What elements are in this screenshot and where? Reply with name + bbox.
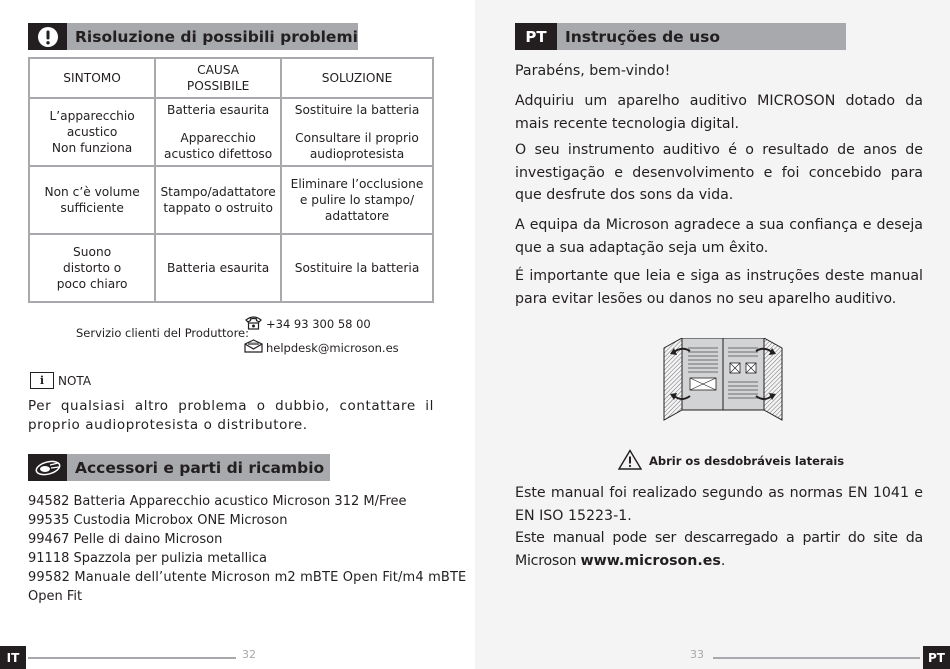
solution-text: Sostituire la batteria bbox=[294, 103, 420, 117]
troubleshooting-title: Risoluzione di possibili problemi bbox=[75, 27, 358, 46]
header-solution: SOLUZIONE bbox=[281, 58, 433, 98]
solution-text: Consultare il proprio audioprotesista bbox=[295, 131, 419, 161]
cause-cell: Stampo/adattatore tappato o ostruito bbox=[155, 166, 281, 234]
right-page bbox=[475, 0, 950, 669]
solution-cell: Sostituire la batteria bbox=[281, 234, 433, 302]
table-row bbox=[29, 98, 433, 166]
language-badge: IT bbox=[0, 646, 26, 669]
warning-notice bbox=[618, 449, 844, 473]
troubleshooting-table bbox=[28, 57, 434, 303]
accessories-icon bbox=[28, 454, 67, 481]
language-badge: PT bbox=[515, 23, 557, 50]
cause-text: Batteria esaurita bbox=[166, 103, 270, 117]
language-badge: PT bbox=[923, 646, 950, 669]
nota-label: NOTA bbox=[58, 373, 92, 388]
phone-number: +34 93 300 58 00 bbox=[266, 317, 371, 331]
list-item: 91118 Spazzola per pulizia metallica bbox=[28, 551, 267, 566]
list-item: 99582 Manuale dell’utente Microson m2 mBTE Open Fit/m4 mBTE bbox=[28, 570, 467, 585]
phone-icon bbox=[244, 315, 263, 333]
list-item: 94582 Batteria Apparecchio acustico Microson 312 M/Free bbox=[28, 494, 407, 509]
standards-paragraph: Este manual foi realizado segundo as normas EN 1041 e EN ISO 15223-1. bbox=[515, 485, 923, 524]
instructions-title: Instruções de uso bbox=[565, 27, 720, 46]
email-row bbox=[244, 339, 399, 356]
warning-triangle-icon bbox=[618, 449, 642, 473]
accessories-title: Accessori e parti di ricambio bbox=[75, 458, 325, 477]
table-header-row bbox=[29, 58, 433, 98]
contact-label: Servizio clienti del Produttore: bbox=[76, 326, 249, 340]
cause-cell bbox=[155, 98, 281, 166]
envelope-icon bbox=[244, 339, 263, 356]
page-number: 33 bbox=[690, 648, 704, 661]
solution-cell bbox=[281, 98, 433, 166]
cause-text: Apparecchio acustico difettoso bbox=[164, 131, 273, 161]
header-cause: CAUSA POSSIBILE bbox=[155, 58, 281, 98]
greeting: Parabéns, bem-vindo! bbox=[515, 63, 671, 79]
page-number: 32 bbox=[242, 648, 256, 661]
symptom-cell: L’apparecchio acustico Non funziona bbox=[29, 98, 155, 166]
instructions-header bbox=[515, 23, 846, 50]
symptom-cell: Suono distorto o poco chiaro bbox=[29, 234, 155, 302]
exclamation-icon bbox=[28, 23, 67, 50]
nota-heading bbox=[30, 372, 91, 389]
info-book-icon: i bbox=[30, 372, 54, 389]
footer-divider bbox=[713, 657, 920, 659]
download-paragraph bbox=[515, 527, 923, 572]
download-end: . bbox=[720, 552, 726, 569]
foldout-illustration bbox=[662, 338, 784, 426]
accessories-header bbox=[28, 454, 330, 481]
footer-divider bbox=[28, 657, 236, 659]
thanks-paragraph: A equipa da Microson agradece a sua confiança e deseja que a sua adaptação seja um êxito. bbox=[515, 217, 923, 256]
email-address: helpdesk@microson.es bbox=[266, 340, 399, 355]
table-row bbox=[29, 234, 433, 302]
list-item: 99535 Custodia Microbox ONE Microson bbox=[28, 513, 288, 528]
phone-row bbox=[244, 315, 371, 333]
table-row bbox=[29, 166, 433, 234]
troubleshooting-header bbox=[28, 23, 358, 50]
list-item: Open Fit bbox=[28, 589, 83, 604]
warning-text: Abrir os desdobráveis laterais bbox=[649, 454, 845, 468]
research-paragraph: O seu instrumento auditivo é o resultado de anos de investigação e desenvolvimento e foi concebido para que desfrute dos sons da vida. bbox=[515, 142, 923, 203]
website-link[interactable]: www.microson.es bbox=[580, 552, 721, 569]
header-symptom: SINTOMO bbox=[29, 58, 155, 98]
cause-cell: Batteria esaurita bbox=[155, 234, 281, 302]
symptom-cell: Non c’è volume sufficiente bbox=[29, 166, 155, 234]
list-item: 99467 Pelle di daino Microson bbox=[28, 532, 223, 547]
download-text: Este manual pode ser descarregado a partir do site da Microson bbox=[515, 530, 923, 569]
solution-cell: Eliminare l’occlusione e pulire lo stampo/ adattatore bbox=[281, 166, 433, 234]
important-paragraph: É importante que leia e siga as instruções deste manual para evitar lesões ou danos no seu aparelho auditivo. bbox=[515, 268, 923, 307]
nota-text: Per qualsiasi altro problema o dubbio, contattare il proprio audioprotesista o distributore. bbox=[28, 398, 434, 433]
intro-paragraph: Adquiriu um aparelho auditivo MICROSON dotado da mais recente tecnologia digital. bbox=[515, 93, 923, 132]
